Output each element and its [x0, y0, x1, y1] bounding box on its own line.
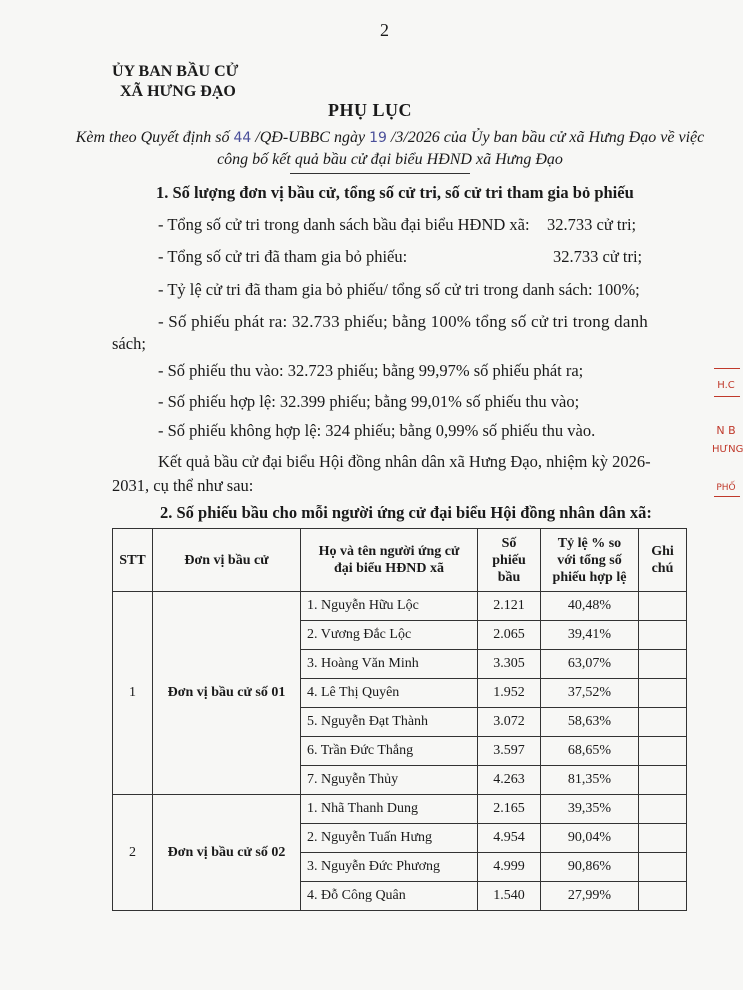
header-votes-line-1: Số phiếu	[492, 535, 526, 568]
header-percent-line-2: với tổng số	[557, 552, 622, 568]
candidate-votes: 2.065	[478, 621, 541, 650]
candidate-percent: 90,86%	[541, 853, 639, 882]
candidate-note	[639, 737, 687, 766]
candidate-name: 2. Vương Đắc Lộc	[301, 621, 478, 650]
candidate-note	[639, 882, 687, 911]
header-percent	[541, 529, 639, 592]
candidate-votes: 3.305	[478, 650, 541, 679]
header-percent-line-1: Tỷ lệ % so	[557, 535, 622, 551]
candidate-note	[639, 795, 687, 824]
candidate-votes: 3.072	[478, 708, 541, 737]
ballots-valid: - Số phiếu hợp lệ: 32.399 phiếu; bằng 99,01% số phiếu thu vào;	[158, 392, 580, 411]
candidate-votes: 1.952	[478, 679, 541, 708]
candidate-note	[639, 621, 687, 650]
ballots-issued-line-1: - Số phiếu phát ra: 32.733 phiếu; bằng 100% tổng số cử tri trong danh	[158, 312, 648, 331]
candidate-name: 7. Nguyễn Thủy	[301, 766, 478, 795]
section-2-heading: 2. Số phiếu bầu cho mỗi người ứng cử đại biểu Hội đồng nhân dân xã:	[160, 503, 652, 522]
stamp-fragment-3: HƯNG	[712, 444, 743, 455]
candidate-votes: 1.540	[478, 882, 541, 911]
result-intro-line-2: 2031, cụ thể như sau:	[112, 476, 254, 495]
subtitle-post: /3/2026 của Ủy ban bầu cử xã Hưng Đạo về việc công bố kết quả bầu cử đại biểu HĐND xã Hưng Đạo	[217, 129, 705, 168]
candidate-note	[639, 679, 687, 708]
results-table-wrapper	[112, 528, 687, 911]
header-note-line-1: Ghi	[651, 544, 674, 559]
candidate-percent: 63,07%	[541, 650, 639, 679]
header-votes	[478, 529, 541, 592]
candidate-votes: 3.597	[478, 737, 541, 766]
candidate-name: 1. Nhã Thanh Dung	[301, 795, 478, 824]
unit-name: Đơn vị bầu cử số 02	[153, 795, 301, 911]
candidate-name: 6. Trần Đức Thắng	[301, 737, 478, 766]
candidate-name: 2. Nguyễn Tuấn Hưng	[301, 824, 478, 853]
candidate-name: 1. Nguyễn Hữu Lộc	[301, 592, 478, 621]
stamp-fragment-4: PHỐ	[716, 483, 736, 493]
candidate-percent: 39,35%	[541, 795, 639, 824]
appendix-title: PHỤ LỤC	[328, 100, 412, 120]
candidate-percent: 39,41%	[541, 621, 639, 650]
header-stt: STT	[113, 529, 153, 592]
page-number: 2	[380, 20, 389, 40]
candidate-note	[639, 766, 687, 795]
candidate-note	[639, 824, 687, 853]
header-percent-line-3: phiếu hợp lệ	[552, 569, 627, 585]
stamp-fragment-2: N B	[716, 424, 736, 437]
header-note	[639, 529, 687, 592]
section-1-heading: 1. Số lượng đơn vị bầu cử, tổng số cử tri, số cử tri tham gia bỏ phiếu	[156, 183, 634, 202]
candidate-note	[639, 853, 687, 882]
candidate-percent: 27,99%	[541, 882, 639, 911]
candidate-votes: 4.954	[478, 824, 541, 853]
table-header-row	[113, 529, 687, 592]
handwritten-day: 19	[369, 130, 387, 146]
stamp-edge-line	[714, 396, 740, 397]
candidate-votes: 4.263	[478, 766, 541, 795]
stamp-edge-line	[714, 368, 740, 369]
handwritten-decision-number: 44	[233, 130, 252, 146]
stamp-fragment-1: H.C	[717, 380, 735, 391]
ballots-received: - Số phiếu thu vào: 32.723 phiếu; bằng 99,97% số phiếu phát ra;	[158, 361, 584, 380]
issuer-line-1: ỦY BAN BẦU CỬ	[112, 63, 239, 80]
header-note-line-2: chú	[651, 561, 674, 576]
table-row	[113, 795, 687, 824]
participants-label: - Tổng số cử tri đã tham gia bỏ phiếu:	[158, 247, 408, 266]
header-candidate-line-1: Họ và tên người ứng cử	[318, 544, 460, 559]
unit-name: Đơn vị bầu cử số 01	[153, 592, 301, 795]
candidate-note	[639, 592, 687, 621]
header-unit: Đơn vị bầu cử	[153, 529, 301, 592]
candidate-name: 5. Nguyễn Đạt Thành	[301, 708, 478, 737]
subtitle-mid: /QĐ-UBBC ngày	[251, 129, 370, 146]
candidate-name: 4. Lê Thị Quyên	[301, 679, 478, 708]
total-voters-label: - Tổng số cử tri trong danh sách bầu đại biểu HĐND xã:	[158, 215, 530, 234]
candidate-note	[639, 708, 687, 737]
unit-stt: 1	[113, 592, 153, 795]
header-votes-line-2: bầu	[497, 569, 521, 585]
header-candidate-line-2: đại biểu HĐND xã	[333, 561, 445, 576]
table-row	[113, 592, 687, 621]
result-intro-line-1: Kết quả bầu cử đại biểu Hội đồng nhân dân xã Hưng Đạo, nhiệm kỳ 2026-	[158, 452, 651, 471]
candidate-percent: 40,48%	[541, 592, 639, 621]
candidate-percent: 81,35%	[541, 766, 639, 795]
issuer-line-2: XÃ HƯNG ĐẠO	[120, 83, 236, 100]
candidate-votes: 2.165	[478, 795, 541, 824]
subtitle-underline	[290, 173, 470, 174]
unit-stt: 2	[113, 795, 153, 911]
candidate-name: 3. Hoàng Văn Minh	[301, 650, 478, 679]
turnout-rate: - Tỷ lệ cử tri đã tham gia bỏ phiếu/ tổng số cử tri trong danh sách: 100%;	[158, 280, 640, 299]
appendix-subtitle	[60, 127, 720, 171]
total-voters-value: 32.733 cử tri;	[547, 215, 637, 234]
issuer-header	[112, 62, 238, 102]
subtitle-pre: Kèm theo Quyết định số	[75, 129, 234, 146]
candidate-votes: 2.121	[478, 592, 541, 621]
header-candidate	[301, 529, 478, 592]
candidate-votes: 4.999	[478, 853, 541, 882]
candidate-percent: 68,65%	[541, 737, 639, 766]
candidate-percent: 90,04%	[541, 824, 639, 853]
results-table	[112, 528, 687, 911]
candidate-percent: 58,63%	[541, 708, 639, 737]
candidate-note	[639, 650, 687, 679]
ballots-issued-line-2: sách;	[112, 334, 146, 353]
candidate-name: 4. Đỗ Công Quân	[301, 882, 478, 911]
ballots-invalid: - Số phiếu không hợp lệ: 324 phiếu; bằng 0,99% số phiếu thu vào.	[158, 421, 596, 440]
candidate-percent: 37,52%	[541, 679, 639, 708]
candidate-name: 3. Nguyễn Đức Phương	[301, 853, 478, 882]
stamp-edge-line	[714, 496, 740, 497]
participants-value: 32.733 cử tri;	[553, 247, 643, 266]
